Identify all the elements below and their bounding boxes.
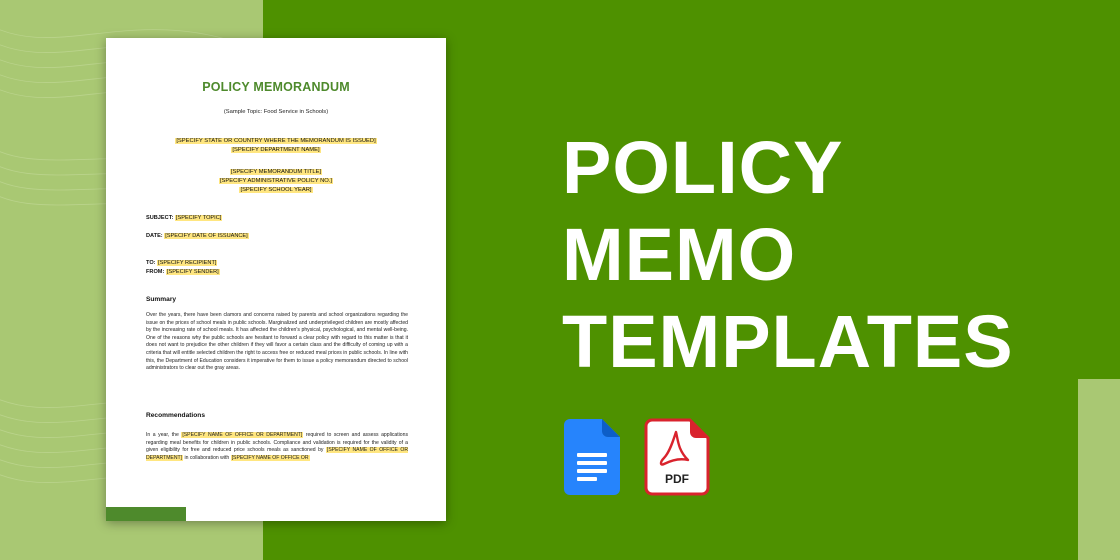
from-label: FROM: (146, 269, 165, 275)
rec-placeholder-2: [SPECIFY NAME OF OFFICE OR DEPARTMENT] (146, 447, 408, 461)
corner-accent-block (1078, 379, 1120, 560)
headline-line-3: TEMPLATES (562, 300, 1014, 383)
doc-from-field (146, 269, 220, 275)
doc-date-field (146, 233, 249, 239)
from-value: [SPECIFY SENDER] (166, 269, 219, 275)
rec-placeholder-3: [SPECIFY NAME OF OFFICE OR (231, 454, 309, 461)
rec-text-1: In a year, the (146, 432, 179, 438)
doc-to-field (146, 260, 217, 266)
placeholder-memo-title: [SPECIFY MEMORANDUM TITLE] (230, 169, 322, 175)
date-label: DATE: (146, 233, 163, 239)
placeholder-department: [SPECIFY DEPARTMENT NAME] (232, 147, 320, 153)
placeholder-state: [SPECIFY STATE OR COUNTRY WHERE THE MEMORANDUM IS ISSUED] (176, 138, 376, 144)
doc-subtitle: (Sample Topic: Food Service in Schools) (223, 109, 329, 115)
headline (562, 124, 1014, 385)
subject-label: SUBJECT: (146, 215, 174, 221)
pdf-label: PDF (665, 472, 689, 486)
doc-header-block-1 (106, 137, 446, 155)
to-label: TO: (146, 260, 156, 266)
headline-line-1: POLICY (562, 126, 844, 209)
google-docs-icon[interactable] (564, 419, 620, 495)
headline-line-2: MEMO (562, 213, 797, 296)
recommendations-heading: Recommendations (146, 412, 205, 419)
placeholder-admin-policy: [SPECIFY ADMINISTRATIVE POLICY NO.] (219, 178, 333, 184)
summary-heading: Summary (146, 296, 177, 303)
pdf-icon[interactable] (644, 418, 710, 496)
doc-subject-field (146, 215, 222, 221)
subject-value: [SPECIFY TOPIC] (175, 215, 222, 221)
summary-paragraph: Over the years, there have been clamors and concerns raised by parents and school organizations regarding the issue on the prices of school meals in public schools. Marginalized and underprivileged children are mostly affected by the increasing rate of school meals. It has affected the children's physical, psychological, and mental well-being. One of the reasons why the public schools are hesitant to forward a clear policy with regard to this matter is that it does not want to prejudice the other children if they will favor a certain class and the difficulty of coming up with a criteria that will entitle selected children the right to access free or reduced meal prices in public schools. In line with this, the Department of Education considers it imperative for them to issue a policy memorandum directed to school administrators to clear out the gray areas. (146, 312, 408, 372)
policy-memo-document-preview (106, 38, 446, 521)
placeholder-school-year: [SPECIFY SCHOOL YEAR] (240, 187, 312, 193)
doc-header-block-2 (106, 168, 446, 195)
to-value: [SPECIFY RECIPIENT] (158, 260, 217, 266)
date-value: [SPECIFY DATE OF ISSUANCE] (165, 233, 248, 239)
rec-placeholder-1: [SPECIFY NAME OF OFFICE OR DEPARTMENT] (182, 432, 303, 438)
doc-title: POLICY MEMORANDUM (202, 80, 350, 94)
rec-text-2: required to screen and assess applications regarding meal benefits for children in public schools. Compliance and validation is required for the validity of a given eligibility for free and reduced price schools meals as sanctioned by (146, 432, 408, 454)
rec-text-3: in collaboration with (184, 454, 230, 461)
recommendations-paragraph (146, 432, 408, 462)
doc-footer-bar (106, 507, 186, 521)
